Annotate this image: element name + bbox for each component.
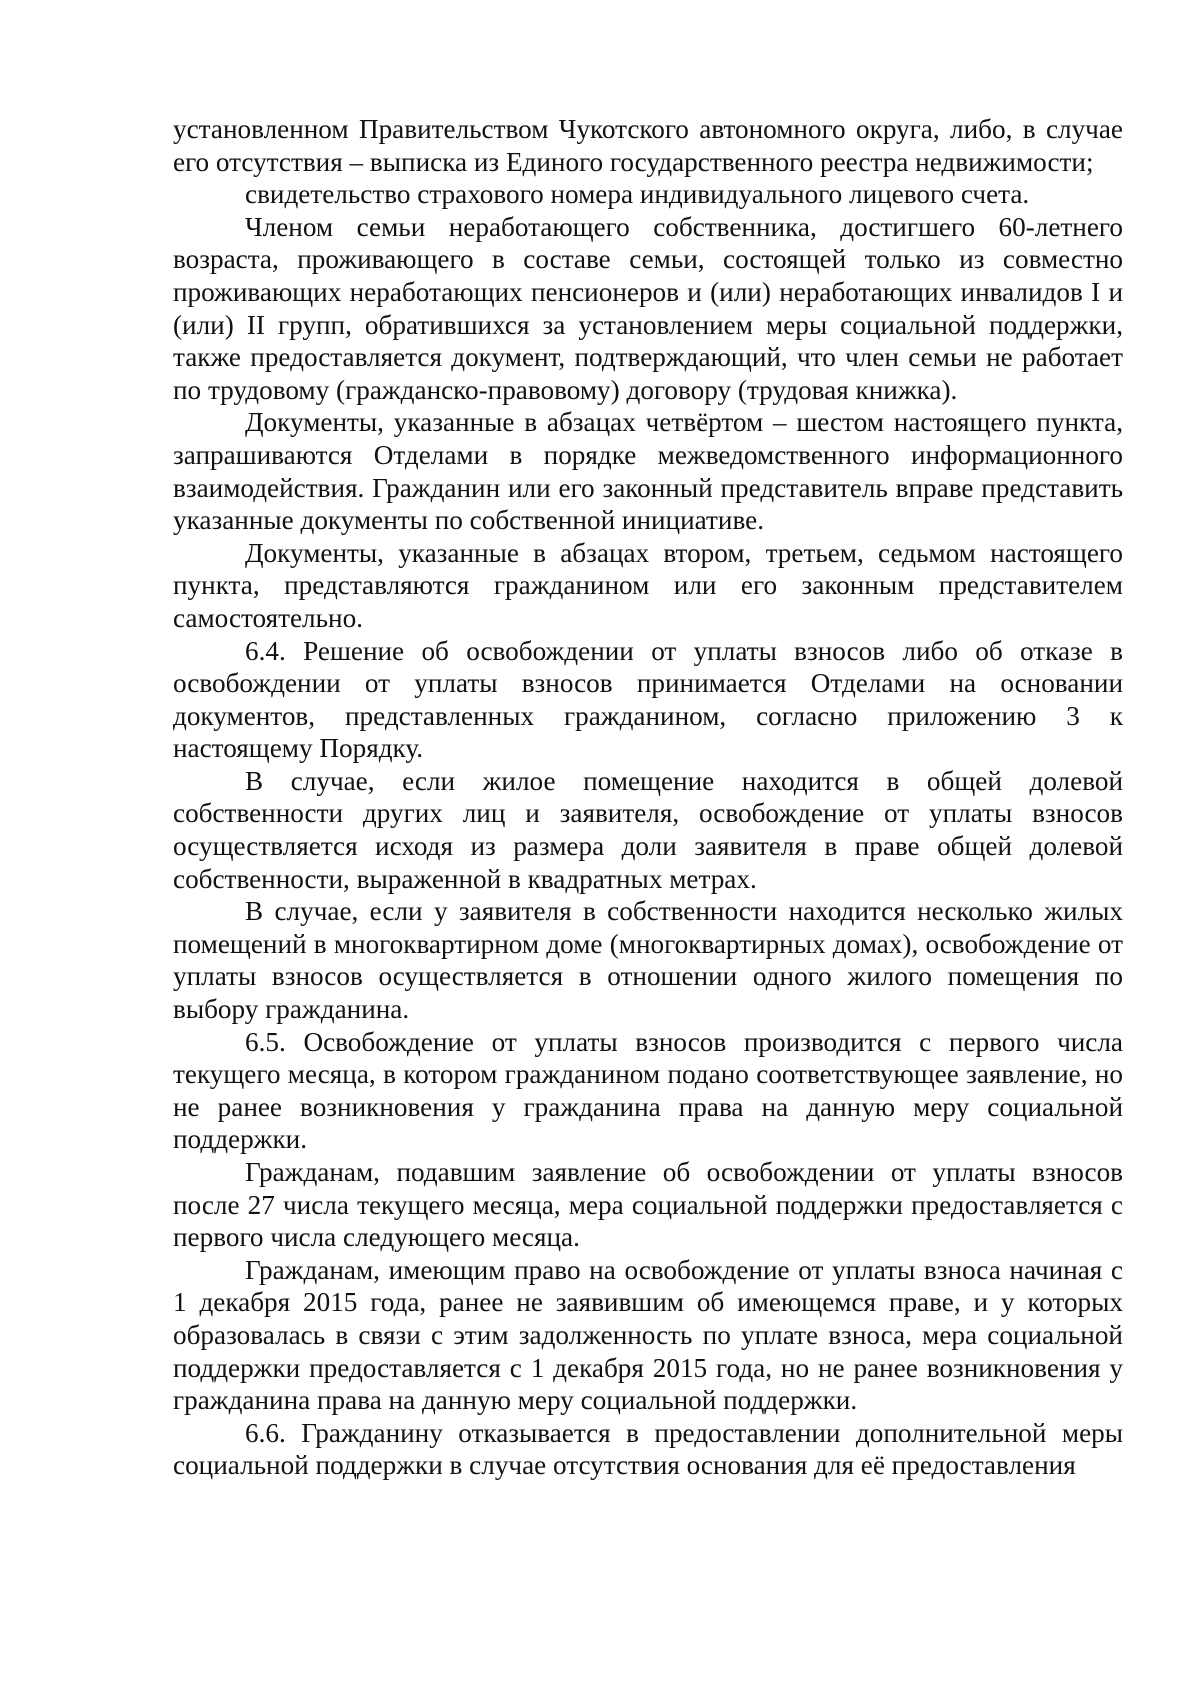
paragraph-several-premises: В случае, если у заявителя в собственности находится несколько жилых помещений в многоквартирном доме (многоквартирных домах), освобождение от уплаты взносов осуществляется в отношении одного жилого помещения по выбору гражданина.: [173, 896, 1123, 1025]
paragraph-6-6: 6.6. Гражданину отказывается в предоставлении дополнительной меры социальной поддержки в случае отсутствия основания для её предоставления: [173, 1417, 1123, 1481]
paragraph-after-27th: Гражданам, подавшим заявление об освобождении от уплаты взносов после 27 числа текущего месяца, мера социальной поддержки предоставляется с первого числа следующего месяца.: [173, 1157, 1123, 1253]
paragraph-submitted-documents: Документы, указанные в абзацах втором, третьем, седьмом настоящего пункта, представляются гражданином или его законным представителем самостоятельно.: [173, 537, 1123, 633]
paragraph-december-2015: Гражданам, имеющим право на освобождение от уплаты взноса начиная с 1 декабря 2015 года, ранее не заявившим об имеющемся праве, и у которых образовалась в связи с этим задолженность по уплате взноса, мера социальной поддержки предоставляется с 1 декабря 2015 года, но не ранее возникновения у гражданина права на данную меру социальной поддержки.: [173, 1254, 1123, 1416]
paragraph-continuation: установленном Правительством Чукотского автономного округа, либо, в случае его отсутствия – выписка из Единого государственного реестра недвижимости;: [173, 114, 1123, 177]
document-page: [173, 113, 1123, 1482]
paragraph-shared-ownership: В случае, если жилое помещение находится в общей долевой собственности других лиц и заявителя, освобождение от уплаты взносов осуществляется исходя из размера доли заявителя в праве общей долевой собственности, выраженной в квадратных метрах.: [173, 765, 1123, 894]
paragraph-family-member: Членом семьи неработающего собственника, достигшего 60-летнего возраста, проживающего в составе семьи, состоящей только из совместно проживающих неработающих пенсионеров и (или) неработающих инвалидов I и (или) II групп, обратившихся за установлением меры социальной поддержки, также предоставляется документ, подтверждающий, что член семьи не работает по трудовому (гражданско-правовому) договору (трудовая книжка).: [173, 211, 1123, 405]
paragraph-snils: свидетельство страхового номера индивидуального лицевого счета.: [245, 179, 1030, 210]
paragraph-6-5: 6.5. Освобождение от уплаты взносов производится с первого числа текущего месяца, в котором гражданином подано соответствующее заявление, но не ранее возникновения у гражданина права на данную меру социальной поддержки.: [173, 1026, 1123, 1155]
paragraph-6-4: 6.4. Решение об освобождении от уплаты взносов либо об отказе в освобождении от уплаты взносов принимается Отделами на основании документов, представленных гражданином, согласно приложению 3 к настоящему Порядку.: [173, 635, 1123, 764]
paragraph-requested-documents: Документы, указанные в абзацах четвёртом – шестом настоящего пункта, запрашиваются Отделами в порядке межведомственного информационного взаимодействия. Гражданин или его законный представитель вправе представить указанные документы по собственной инициативе.: [173, 407, 1123, 536]
